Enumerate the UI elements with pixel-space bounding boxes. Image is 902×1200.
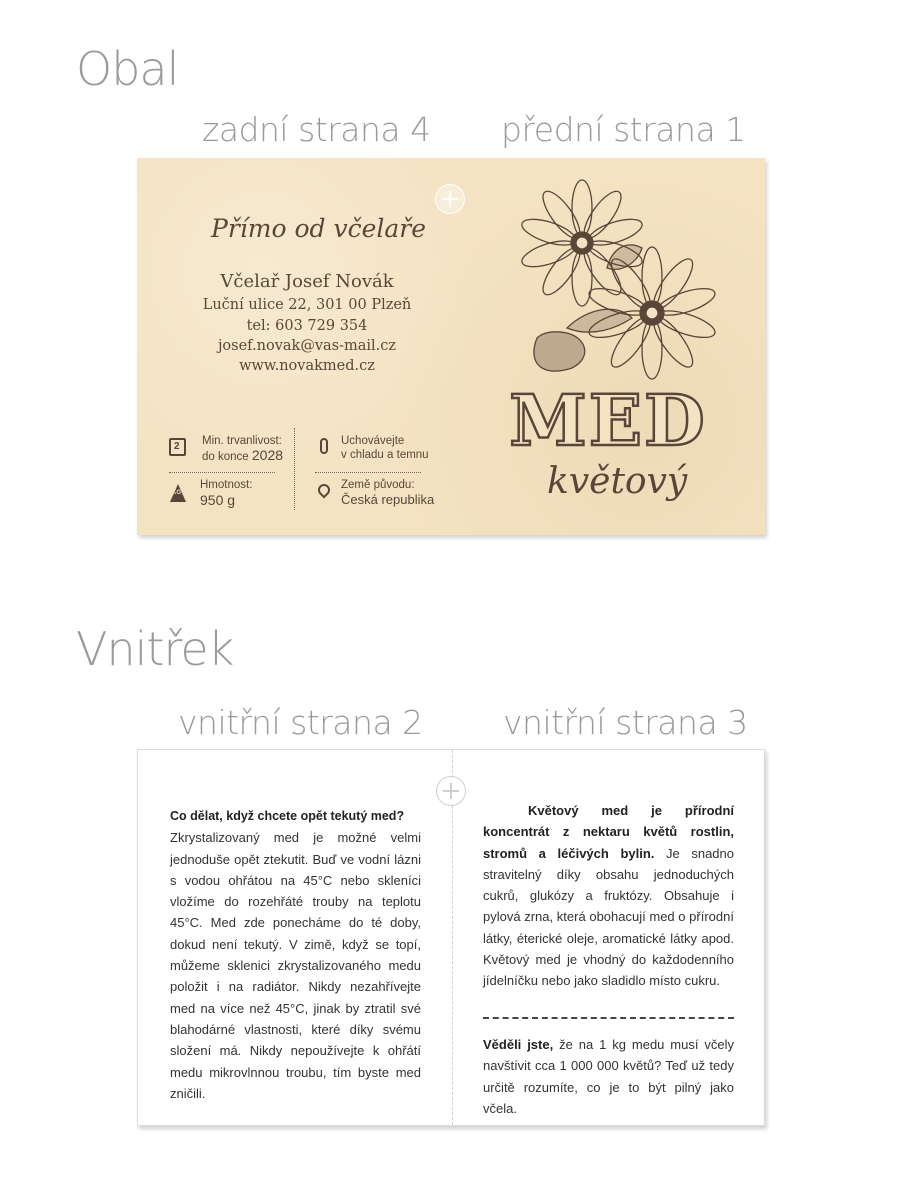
left-body: Zkrystalizovaný med je možné velmi jednoduše opět ztekutit. Buď ve vodní lázni s vodou ohřátou na 45°C nebo skleníci vložíme do rozehřáté trouby na teplotu 45°C. Med zde ponecháme do té doby, dokud není tekutý. V zimě, když se topí, můžeme sklenici zkrystalizovaného medu položit i na radiátor. Nikdy nezahřívejte med na více než 45°C, jinak by ztratil své blahodárné vlastnosti, které díky svému složení má. Nikdy nepoužívejte k ohřátí medu mikrovlnnou troubu, tím byste med zničili. — [170, 830, 421, 1101]
hanging-hole-icon — [436, 776, 466, 806]
info-divider-vertical — [294, 428, 295, 510]
calendar-icon — [169, 438, 186, 456]
inner-right-label: vnitřní strana 3 — [503, 703, 748, 742]
storage-line1: Uchovávejte — [341, 435, 405, 447]
phone-line: tel: 603 729 354 — [246, 318, 368, 334]
inner-left-label: vnitřní strana 2 — [178, 703, 423, 742]
expiry-label: Min. trvanlivost: — [202, 435, 282, 447]
kg-text: KG — [172, 490, 181, 496]
expiry-value — [202, 448, 283, 465]
fact-text — [483, 1034, 734, 1119]
inside-card — [137, 749, 765, 1126]
expiry-prefix: do konce — [202, 451, 249, 463]
origin-label: Země původu: — [341, 479, 415, 491]
location-pin-icon — [316, 482, 333, 499]
hanging-hole-icon — [435, 184, 465, 214]
weight-label: Hmotnost: — [200, 479, 253, 491]
product-subtitle: květový — [547, 461, 688, 502]
right-separator — [483, 1017, 734, 1019]
front-page-label: přední strana 1 — [501, 110, 746, 149]
right-panel-text — [483, 800, 734, 992]
right-intro-bold: Květový med je přírodní koncentrát z nektaru květů rostlin, stromů a léčivých bylin. — [483, 803, 734, 861]
cover-section-title: Obal — [76, 42, 179, 96]
origin-value: Česká republika — [341, 492, 435, 507]
cover-card — [137, 158, 765, 535]
weight-value: 950 g — [200, 492, 236, 508]
right-intro-rest: Je snadno stravitelný díky obsahu jednoduchých cukrů, glukózy a fruktózy. Obsahuje i pylová zrna, která obohacují med o přírodní látky, éterické oleje, aromatické látky apod. Květový med je vhodný do každodenního jídelníčku nebo jako sladidlo místo cukru. — [483, 845, 734, 989]
info-divider-left — [169, 472, 275, 473]
flower-illustration — [497, 178, 727, 393]
tagline: Přímo od včelaře — [211, 214, 427, 243]
inside-section-title: Vnitřek — [76, 622, 234, 676]
web-line: www.novakmed.cz — [239, 358, 375, 374]
weight-icon — [170, 484, 186, 502]
left-heading: Co dělat, když chcete opět tekutý med? — [170, 809, 405, 823]
storage-line2: v chladu a temnu — [341, 449, 429, 461]
back-page-label: zadní strana 4 — [202, 110, 431, 149]
fold-line — [452, 750, 453, 1125]
thermometer-icon — [320, 438, 328, 454]
product-name: MED — [509, 379, 707, 462]
beekeeper-name: Včelař Josef Novák — [220, 271, 394, 292]
left-panel-text — [170, 806, 421, 1104]
calendar-digit: 2 — [174, 441, 180, 452]
expiry-year: 2028 — [251, 447, 284, 463]
email-line: josef.novak@vas-mail.cz — [217, 338, 397, 354]
info-divider-right — [315, 472, 421, 473]
fact-bold: Věděli jste, — [483, 1037, 554, 1052]
address-line: Luční ulice 22, 301 00 Plzeň — [202, 297, 412, 313]
fact-rest: že na 1 kg medu musí včely navštívit cca 1 000 000 květů? Teď už tedy určitě rozumíte, co je to být pilný jako včela. — [483, 1037, 734, 1116]
